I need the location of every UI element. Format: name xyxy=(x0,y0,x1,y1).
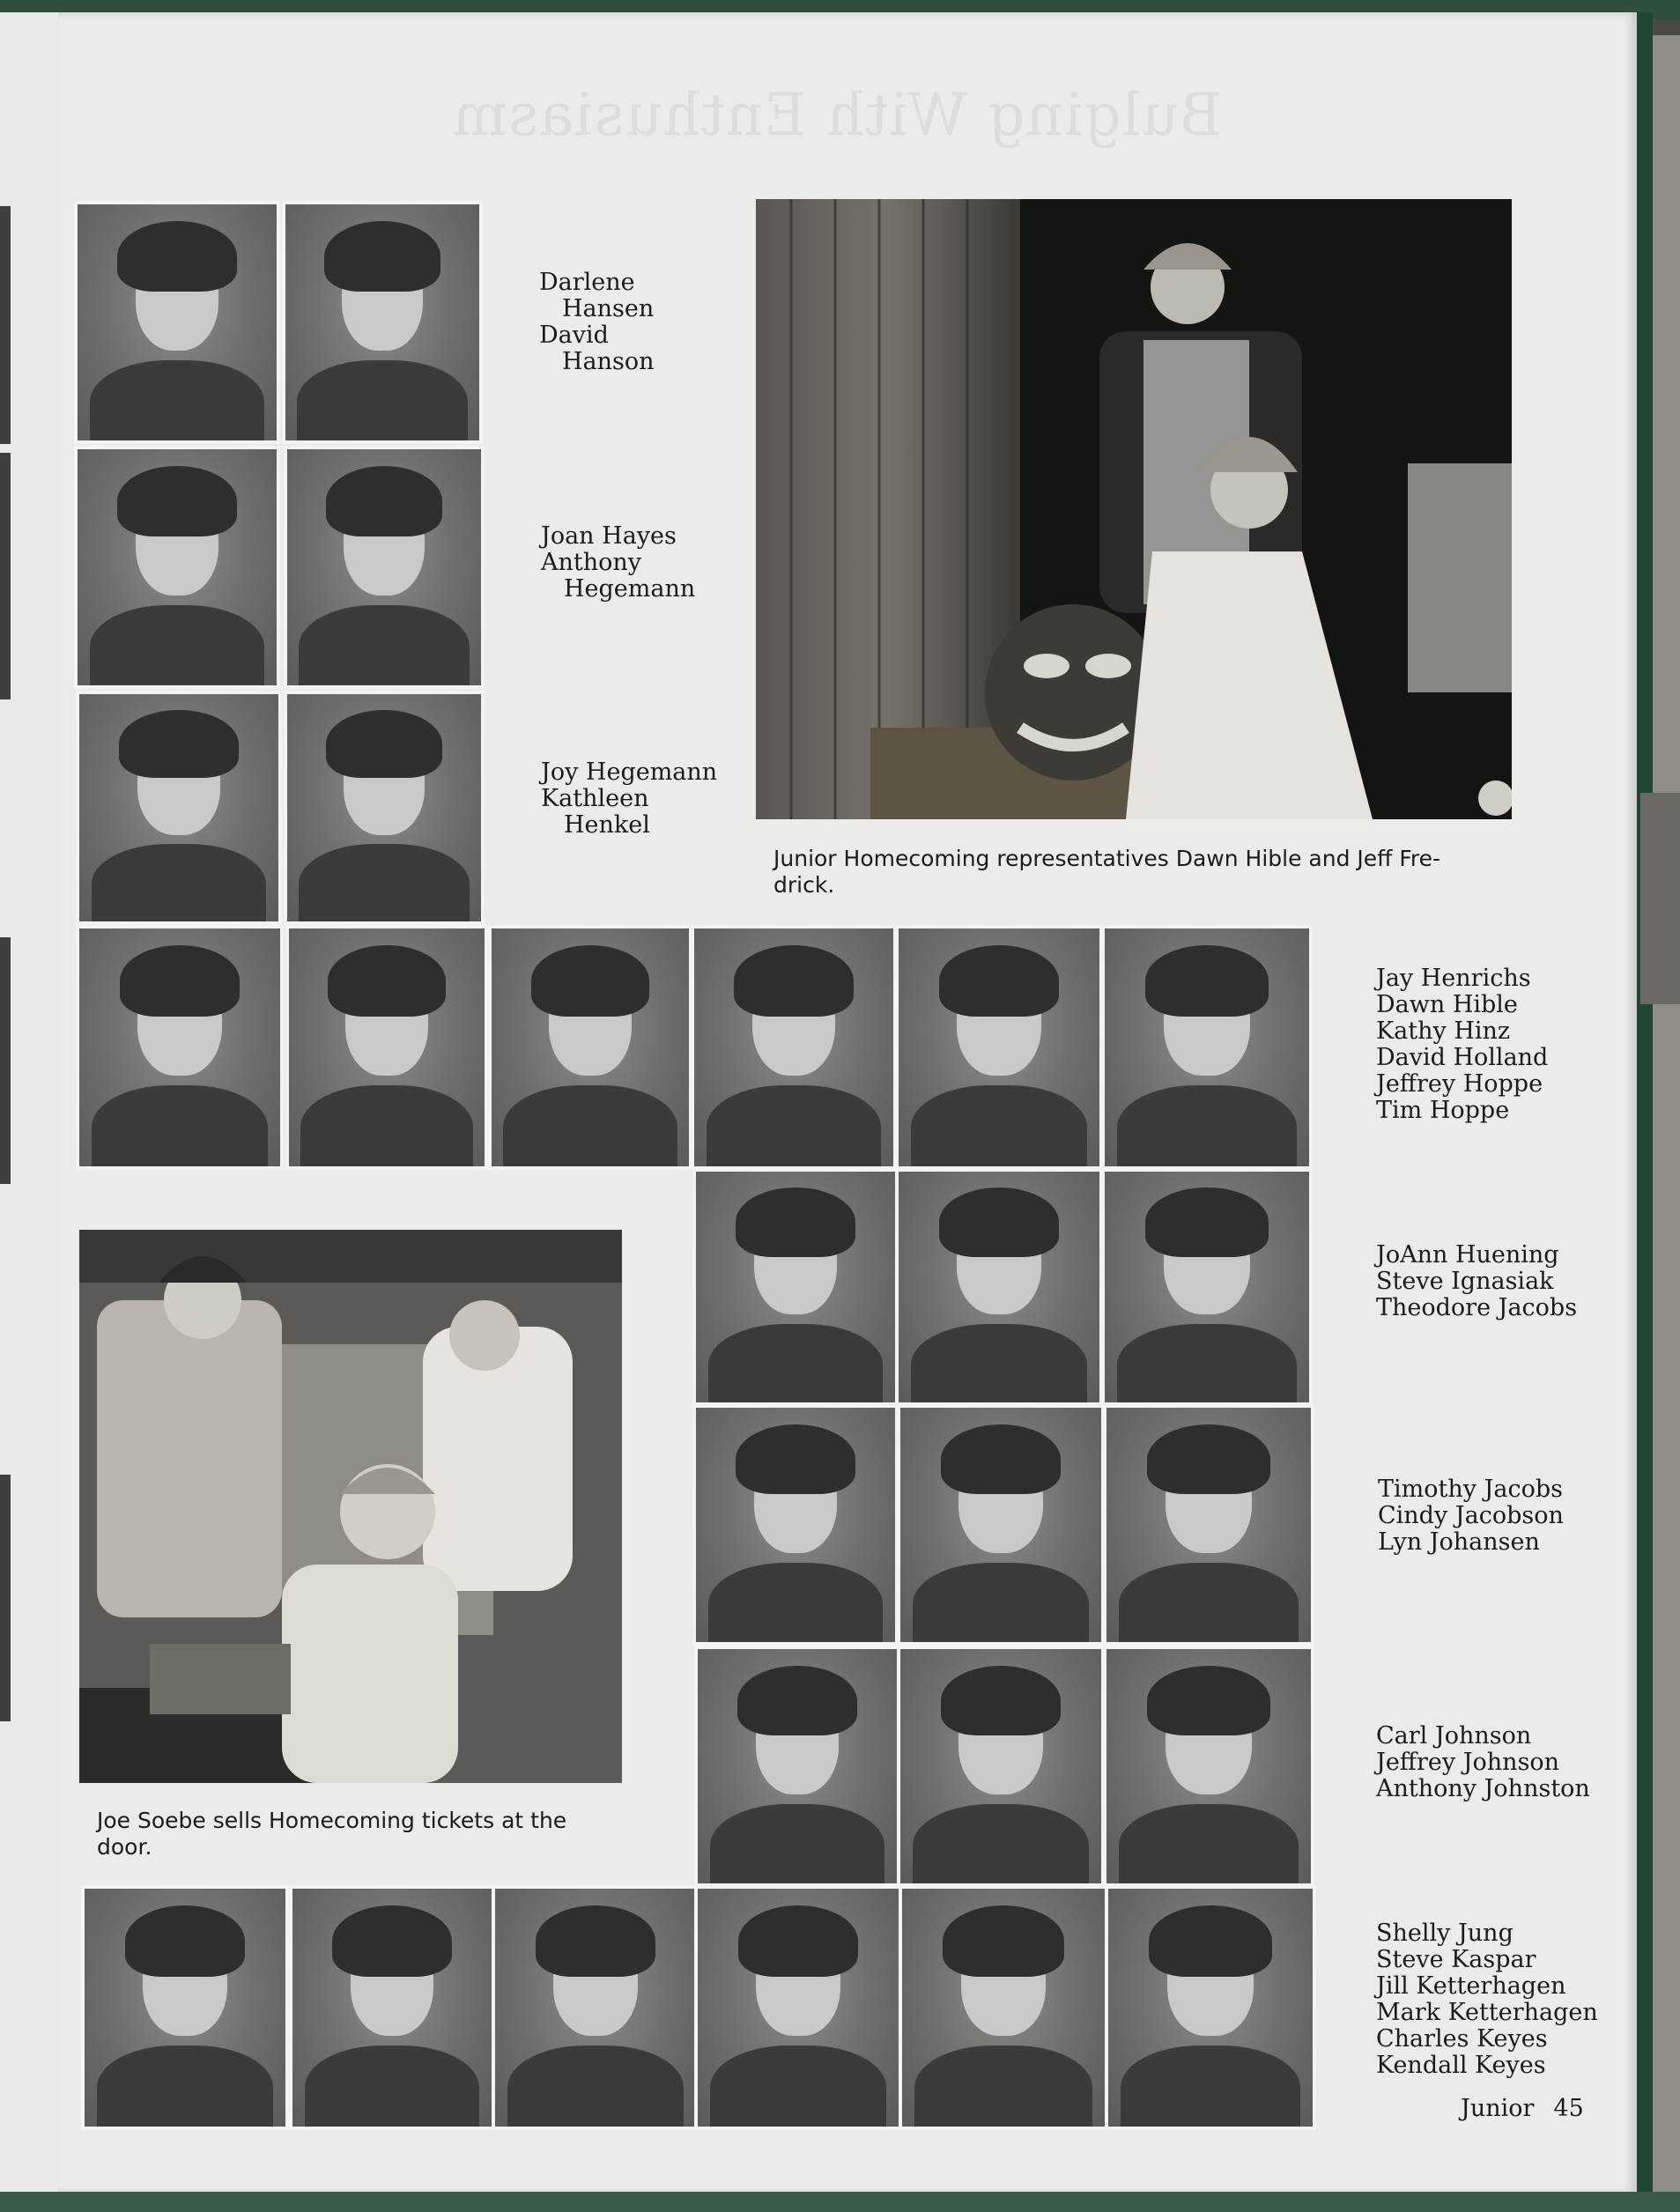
name-line: Shelly Jung xyxy=(1376,1920,1513,1947)
homecoming-photo-art xyxy=(756,199,1512,819)
portrait-jay-henrichs xyxy=(76,925,284,1170)
portrait-tim-hoppe xyxy=(1101,925,1313,1170)
name-line: Lyn Johansen xyxy=(1378,1528,1540,1556)
name-line: Carl Johnson xyxy=(1376,1722,1532,1750)
portrait-david-hanson xyxy=(282,201,483,444)
ticket-photo-art xyxy=(79,1230,622,1783)
name-line: Jeffrey Hoppe xyxy=(1376,1070,1543,1098)
left-page-photo-edge xyxy=(0,937,11,1184)
left-page-photo-edge xyxy=(0,1475,11,1721)
portrait-cindy-jacobson xyxy=(897,1404,1105,1646)
portrait-dawn-hible xyxy=(285,925,488,1170)
portrait-theodore-jacobs xyxy=(1101,1168,1313,1406)
portrait-kathy-hinz xyxy=(488,925,692,1170)
name-line: Kathleen xyxy=(541,785,649,812)
caption-line: drick. xyxy=(773,872,835,898)
book-cover-bottom xyxy=(0,2192,1680,2212)
portrait-lyn-johansen xyxy=(1103,1404,1314,1646)
name-line: Dawn Hible xyxy=(1376,991,1518,1018)
portrait-david-holland xyxy=(691,925,897,1170)
name-line: Jill Ketterhagen xyxy=(1376,1972,1566,2000)
name-line: Henkel xyxy=(564,811,650,839)
name-line: Hegemann xyxy=(564,575,696,603)
name-line: Kathy Hinz xyxy=(1376,1017,1511,1045)
name-line: Anthony Johnston xyxy=(1376,1775,1590,1802)
names-block-6 xyxy=(1378,1476,1564,1556)
names-block-5 xyxy=(1376,1242,1577,1321)
ticket-sales-caption xyxy=(97,1808,566,1861)
portrait-jill-ketterhagen xyxy=(492,1885,699,2130)
name-line: Kendall Keyes xyxy=(1376,2052,1546,2079)
caption-line: Joe Soebe sells Homecoming tickets at the xyxy=(97,1808,567,1833)
portrait-joan-hayes xyxy=(74,446,280,689)
name-line: Joan Hayes xyxy=(541,522,677,550)
portrait-steve-kaspar xyxy=(289,1885,495,2130)
caption-line: Junior Homecoming representatives Dawn Hible and Jeff Fre- xyxy=(773,846,1441,871)
name-line: David xyxy=(539,322,609,349)
book-binding-right xyxy=(1637,12,1653,2194)
names-block-3 xyxy=(541,759,717,839)
name-line: Anthony xyxy=(541,549,642,576)
ticket-sales-photo xyxy=(79,1230,622,1783)
names-block-8 xyxy=(1376,1920,1598,2079)
portrait-charles-keyes xyxy=(899,1885,1108,2130)
names-block-4 xyxy=(1376,965,1548,1124)
portrait-carl-johnson xyxy=(694,1646,900,1887)
left-facing-page xyxy=(0,12,63,2194)
portrait-anthony-johnston xyxy=(1103,1646,1314,1887)
portrait-shelly-jung xyxy=(81,1885,289,2130)
portrait-jeffrey-hoppe xyxy=(895,925,1103,1170)
name-line: Timothy Jacobs xyxy=(1378,1476,1564,1503)
name-line: Hansen xyxy=(562,295,655,322)
names-block-2 xyxy=(541,523,695,603)
name-line: Steve Kaspar xyxy=(1376,1946,1536,1973)
portrait-joy-hegemann xyxy=(76,691,282,925)
name-line: Steve Ignasiak xyxy=(1376,1268,1554,1295)
name-line: Tim Hoppe xyxy=(1376,1097,1510,1124)
portrait-joann-huening xyxy=(692,1168,899,1406)
portrait-steve-ignasiak xyxy=(895,1168,1103,1406)
name-line: David Holland xyxy=(1376,1044,1549,1071)
portrait-anthony-hegemann xyxy=(284,446,485,689)
page-footer xyxy=(1461,2095,1603,2122)
homecoming-representatives-photo xyxy=(756,199,1512,819)
next-page-photo-edge xyxy=(1640,793,1680,1004)
name-line: JoAnn Huening xyxy=(1376,1241,1559,1269)
name-line: Jay Henrichs xyxy=(1376,965,1531,992)
left-page-photo-edge xyxy=(0,206,11,444)
names-block-1 xyxy=(539,270,655,375)
name-line: Cindy Jacobson xyxy=(1378,1502,1564,1529)
name-line: Hanson xyxy=(562,348,655,375)
name-line: Theodore Jacobs xyxy=(1376,1294,1578,1321)
portrait-kendall-keyes xyxy=(1105,1885,1316,2130)
name-line: Charles Keyes xyxy=(1376,2025,1548,2053)
name-line: Darlene xyxy=(539,269,635,296)
caption-line: door. xyxy=(97,1834,152,1860)
bleed-through-title: Bulging With Enthusiasm xyxy=(451,81,1223,149)
portrait-kathleen-henkel xyxy=(284,691,485,925)
name-line: Jeffrey Johnson xyxy=(1376,1749,1560,1776)
portrait-darlene-hansen xyxy=(74,201,280,444)
next-page-edge xyxy=(1653,35,1680,2194)
footer-section-label: Junior xyxy=(1461,2095,1535,2122)
portrait-jeffrey-johnson xyxy=(897,1646,1105,1887)
name-line: Joy Hegemann xyxy=(541,758,718,786)
portrait-mark-ketterhagen xyxy=(694,1885,902,2130)
portrait-timothy-jacobs xyxy=(692,1404,899,1646)
left-page-photo-edge xyxy=(0,453,11,699)
homecoming-representatives-caption xyxy=(773,846,1440,899)
name-line: Mark Ketterhagen xyxy=(1376,1999,1598,2026)
names-block-7 xyxy=(1376,1723,1590,1802)
page-number: 45 xyxy=(1553,2095,1584,2122)
